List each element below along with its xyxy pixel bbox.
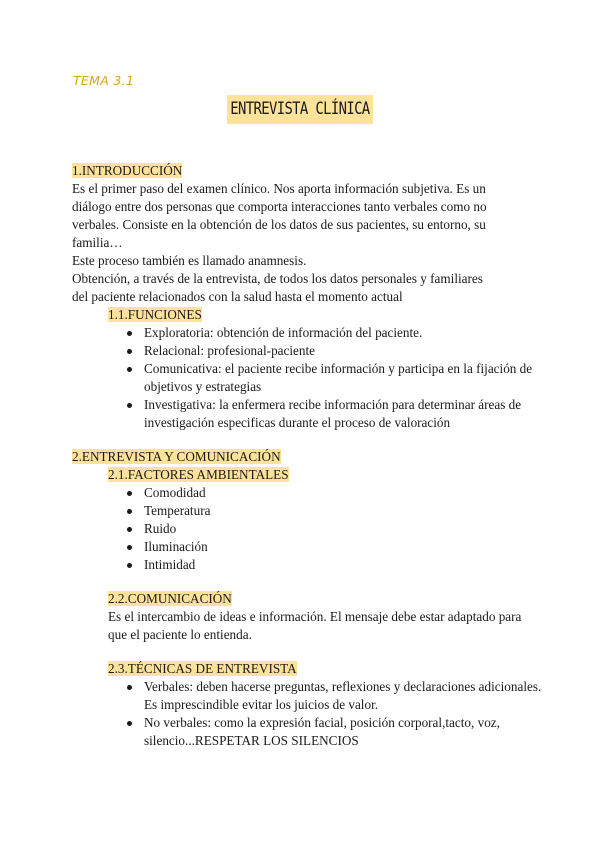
list-item: Ruido bbox=[144, 520, 542, 538]
comunicacion-text: Es el intercambio de ideas e información. El mensaje debe estar adaptado para que el paciente lo entienda. bbox=[108, 609, 522, 642]
list-item: Temperatura bbox=[144, 502, 542, 520]
factores-heading: 2.1.FACTORES AMBIENTALES bbox=[108, 467, 289, 482]
intro-line: Este proceso también es llamado anamnesis. bbox=[72, 253, 307, 268]
funciones-heading: 1.1.FUNCIONES bbox=[108, 307, 202, 322]
intro-line: verbales. Consiste en la obtención de los datos de sus pacientes, su entorno, su bbox=[72, 217, 486, 232]
intro-line: Es el primer paso del examen clínico. Nos aporta información subjetiva. Es un bbox=[72, 181, 486, 196]
intro-line: Obtención, a través de la entrevista, de todos los datos personales y familiares bbox=[72, 271, 483, 286]
tecnicas-list bbox=[72, 678, 542, 750]
list-item: Investigativa: la enfermera recibe información para determinar áreas de investigación especificas durante el proceso de valoración bbox=[144, 396, 542, 432]
page-title-wrap bbox=[0, 95, 600, 124]
intro-line: del paciente relacionados con la salud hasta el momento actual bbox=[72, 289, 403, 304]
factores-list bbox=[72, 484, 542, 574]
intro-heading: 1.INTRODUCCIÓN bbox=[72, 163, 183, 178]
comunicacion-heading: 2.2.COMUNICACIÓN bbox=[108, 591, 232, 606]
funciones-list bbox=[72, 324, 542, 432]
intro-line: diálogo entre dos personas que comporta interacciones tanto verbales como no bbox=[72, 199, 487, 214]
list-item: Verbales: deben hacerse preguntas, reflexiones y declaraciones adicionales. Es imprescindible evitar los juicios de valor. bbox=[144, 679, 542, 712]
section2-heading: 2.ENTREVISTA Y COMUNICACIÓN bbox=[72, 449, 281, 464]
list-item: No verbales: como la expresión facial, posición corporal,tacto, voz, silencio...RESPETAR LOS SILENCIOS bbox=[144, 714, 542, 750]
document-body bbox=[72, 162, 542, 750]
list-item: Iluminación bbox=[144, 538, 542, 556]
list-item: Comodidad bbox=[144, 484, 542, 502]
topic-label: TEMA 3.1 bbox=[73, 73, 135, 88]
intro-line: familia… bbox=[72, 235, 123, 250]
list-item: Exploratoria: obtención de información del paciente. bbox=[144, 324, 542, 342]
tecnicas-heading: 2.3.TÉCNICAS DE ENTREVISTA bbox=[108, 661, 297, 676]
list-item: Comunicativa: el paciente recibe información y participa en la fijación de objetivos y estrategias bbox=[144, 360, 542, 396]
list-item: Relacional: profesional-paciente bbox=[144, 342, 542, 360]
page-title: ENTREVISTA CLÍNICA bbox=[227, 95, 373, 124]
list-item: Intimidad bbox=[144, 556, 542, 574]
